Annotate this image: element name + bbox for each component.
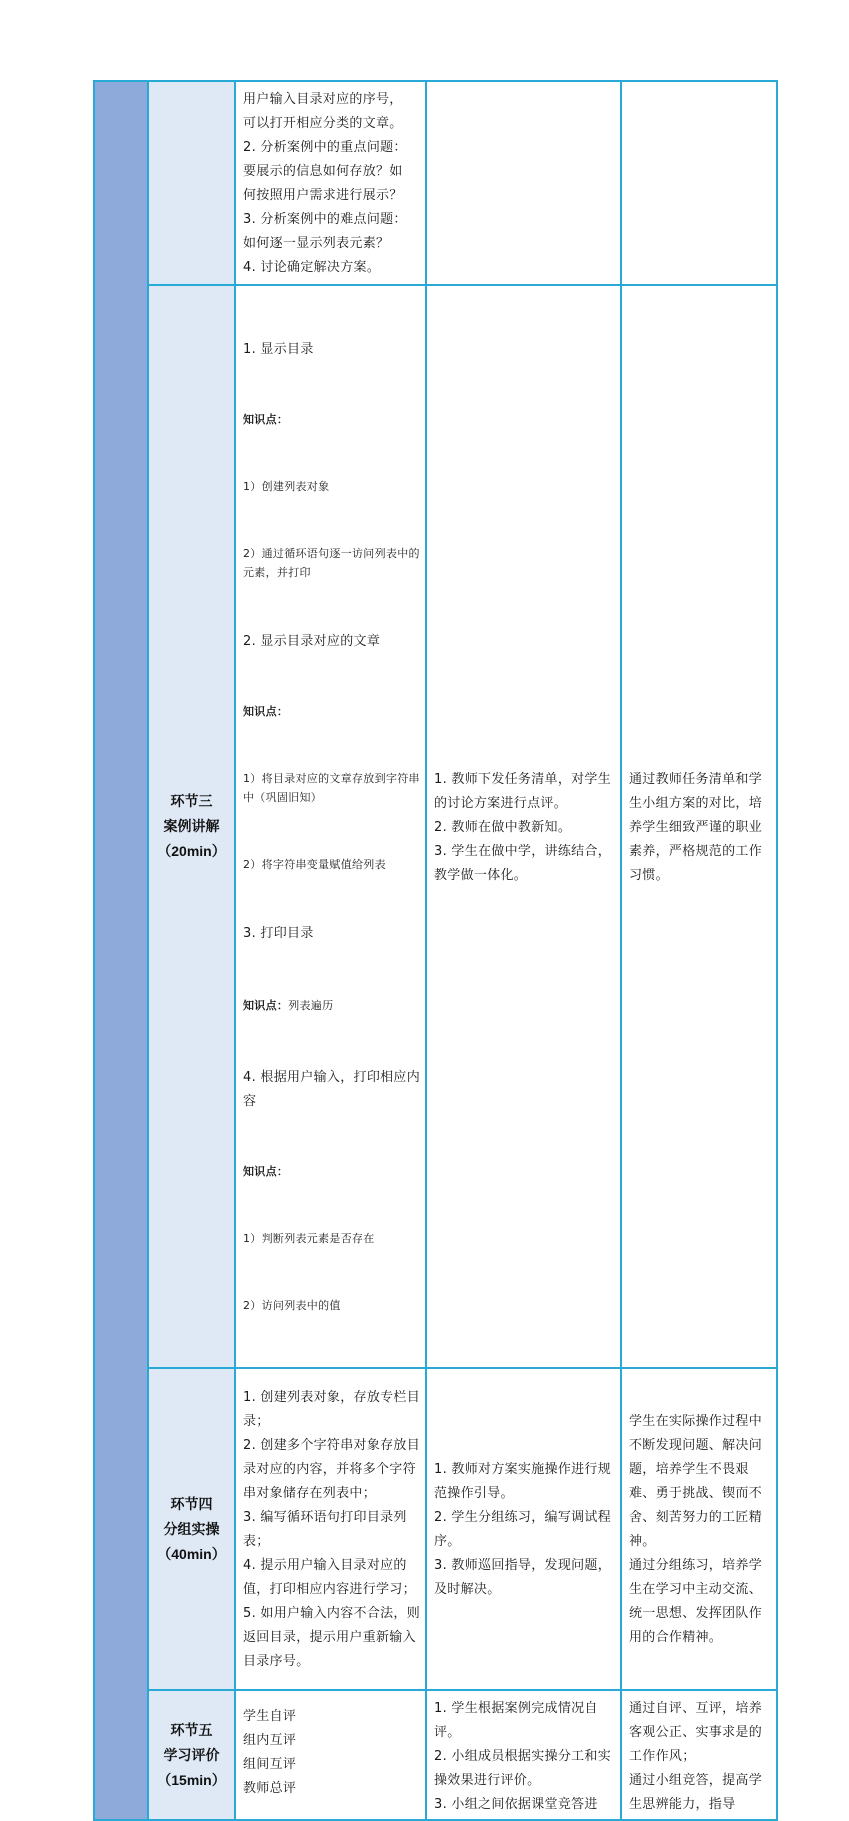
knowledge-point: 1）将目录对应的文章存放到字符串中（巩固旧知） (243, 772, 420, 804)
text-line: 2. 分析案例中的重点问题： (243, 140, 407, 155)
step-heading: 3. 打印目录 (243, 926, 314, 941)
text-line: 可以打开相应分类的文章。 (243, 116, 403, 131)
text-line: 用户输入目录对应的序号， (243, 92, 403, 107)
teacher-activity-cell (426, 1368, 621, 1690)
design-intent-cell (621, 1690, 777, 1820)
knowledge-point: 列表遍历 (288, 999, 334, 1012)
step-heading: 1. 显示目录 (243, 342, 314, 357)
text-line: 4. 讨论确定解决方案。 (243, 260, 381, 275)
knowledge-point-label: 知识点： (243, 413, 289, 426)
knowledge-point-label: 知识点： (243, 1165, 289, 1178)
stage-time: （15min） (157, 1771, 226, 1788)
stage-title: 案例讲解 (163, 818, 220, 834)
text-line: 3. 分析案例中的难点问题： (243, 212, 407, 227)
stage-time: （20min） (157, 843, 226, 859)
teacher-activity-cell (426, 285, 621, 1368)
stage-cell (148, 1690, 235, 1820)
stage-time: （40min） (157, 1545, 226, 1562)
design-intent-text: 学生在实际操作过程中不断发现问题、解决问题，培养学生不畏艰难、勇于挑战、锲而不舍、刻苦努力的工匠精神。 通过分组练习，培养学生在学习中主动交流、统一思想、发挥团队作用的合作精神。 (629, 1414, 763, 1645)
design-intent-text: 通过教师任务清单和学生小组方案的对比，培养学生细致严谨的职业素养，严格规范的工作习惯。 (629, 771, 763, 883)
text-line: 如何逐一显示列表元素？ (243, 236, 390, 251)
text-line: 何按照用户需求进行展示？ (243, 188, 403, 203)
knowledge-point: 2）通过循环语句逐一访问列表中的元素，并打印 (243, 547, 420, 579)
knowledge-point-label: 知识点： (243, 705, 289, 718)
step-heading: 2. 显示目录对应的文章 (243, 634, 381, 649)
knowledge-point-label: 知识点： (243, 999, 289, 1012)
teacher-activity-text: 1. 学生根据案例完成情况自评。 2. 小组成员根据实操分工和实操效果进行评价。 3. 小组之间依据课堂竞答进 (434, 1701, 612, 1812)
text-line: 要展示的信息如何存放？如 (243, 164, 403, 179)
table-row (94, 81, 777, 285)
stage-title: 学习评价 (163, 1746, 220, 1763)
lesson-plan-table (93, 80, 778, 1821)
design-intent-cell (621, 285, 777, 1368)
stage-name: 环节四 (170, 1495, 213, 1512)
knowledge-point: 2）将字符串变量赋值给列表 (243, 858, 386, 871)
teacher-activity-cell (426, 1690, 621, 1820)
content-text: 1. 创建列表对象，存放专栏目录； 2. 创建多个字符串对象存放目录对应的内容，并将多个字符串对象储存在列表中； 3. 编写循环语句打印目录列表； 4. 提示用户输入目录对应的值，打印相应内容进行学习； 5. 如用户输入内容不合法，则返回目录，提示用户重新输入目录序号。 (243, 1390, 421, 1669)
teacher-activity-text: 1. 教师对方案实施操作进行规范操作引导。 2. 学生分组练习，编写调试程序。 3. 教师巡回指导，发现问题，及时解决。 (434, 1462, 612, 1597)
content-cell (235, 1690, 426, 1820)
stage-name: 环节五 (170, 1721, 213, 1738)
teacher-activity-text: 1. 教师下发任务清单，对学生的讨论方案进行点评。 2. 教师在做中教新知。 3. 学生在做中学，讲练结合，教学做一体化。 (434, 771, 612, 883)
stage-title: 分组实操 (163, 1520, 220, 1537)
stage-name: 环节三 (170, 793, 213, 809)
content-cell (235, 285, 426, 1368)
content-text: 学生自评 组内互评 组间互评 教师总评 (243, 1709, 297, 1796)
content-cell (235, 1368, 426, 1690)
table-row (94, 1368, 777, 1690)
knowledge-point: 1）创建列表对象 (243, 480, 330, 493)
design-intent-cell (621, 81, 777, 285)
knowledge-point: 2）访问列表中的值 (243, 1299, 341, 1312)
knowledge-point: 1）判断列表元素是否存在 (243, 1232, 375, 1245)
content-lines (236, 82, 425, 284)
section-band (94, 81, 148, 1820)
content-cell (235, 81, 426, 285)
design-intent-cell (621, 1368, 777, 1690)
step-heading: 4. 根据用户输入，打印相应内容 (243, 1070, 421, 1109)
stage-cell-empty (148, 81, 235, 285)
stage-cell (148, 1368, 235, 1690)
table-row (94, 1690, 777, 1820)
stage-cell (148, 285, 235, 1368)
design-intent-text: 通过自评、互评，培养客观公正、实事求是的工作作风； 通过小组竞答，提高学生思辨能力，指导 (629, 1701, 763, 1812)
teacher-activity-cell (426, 81, 621, 285)
table-row (94, 285, 777, 1368)
